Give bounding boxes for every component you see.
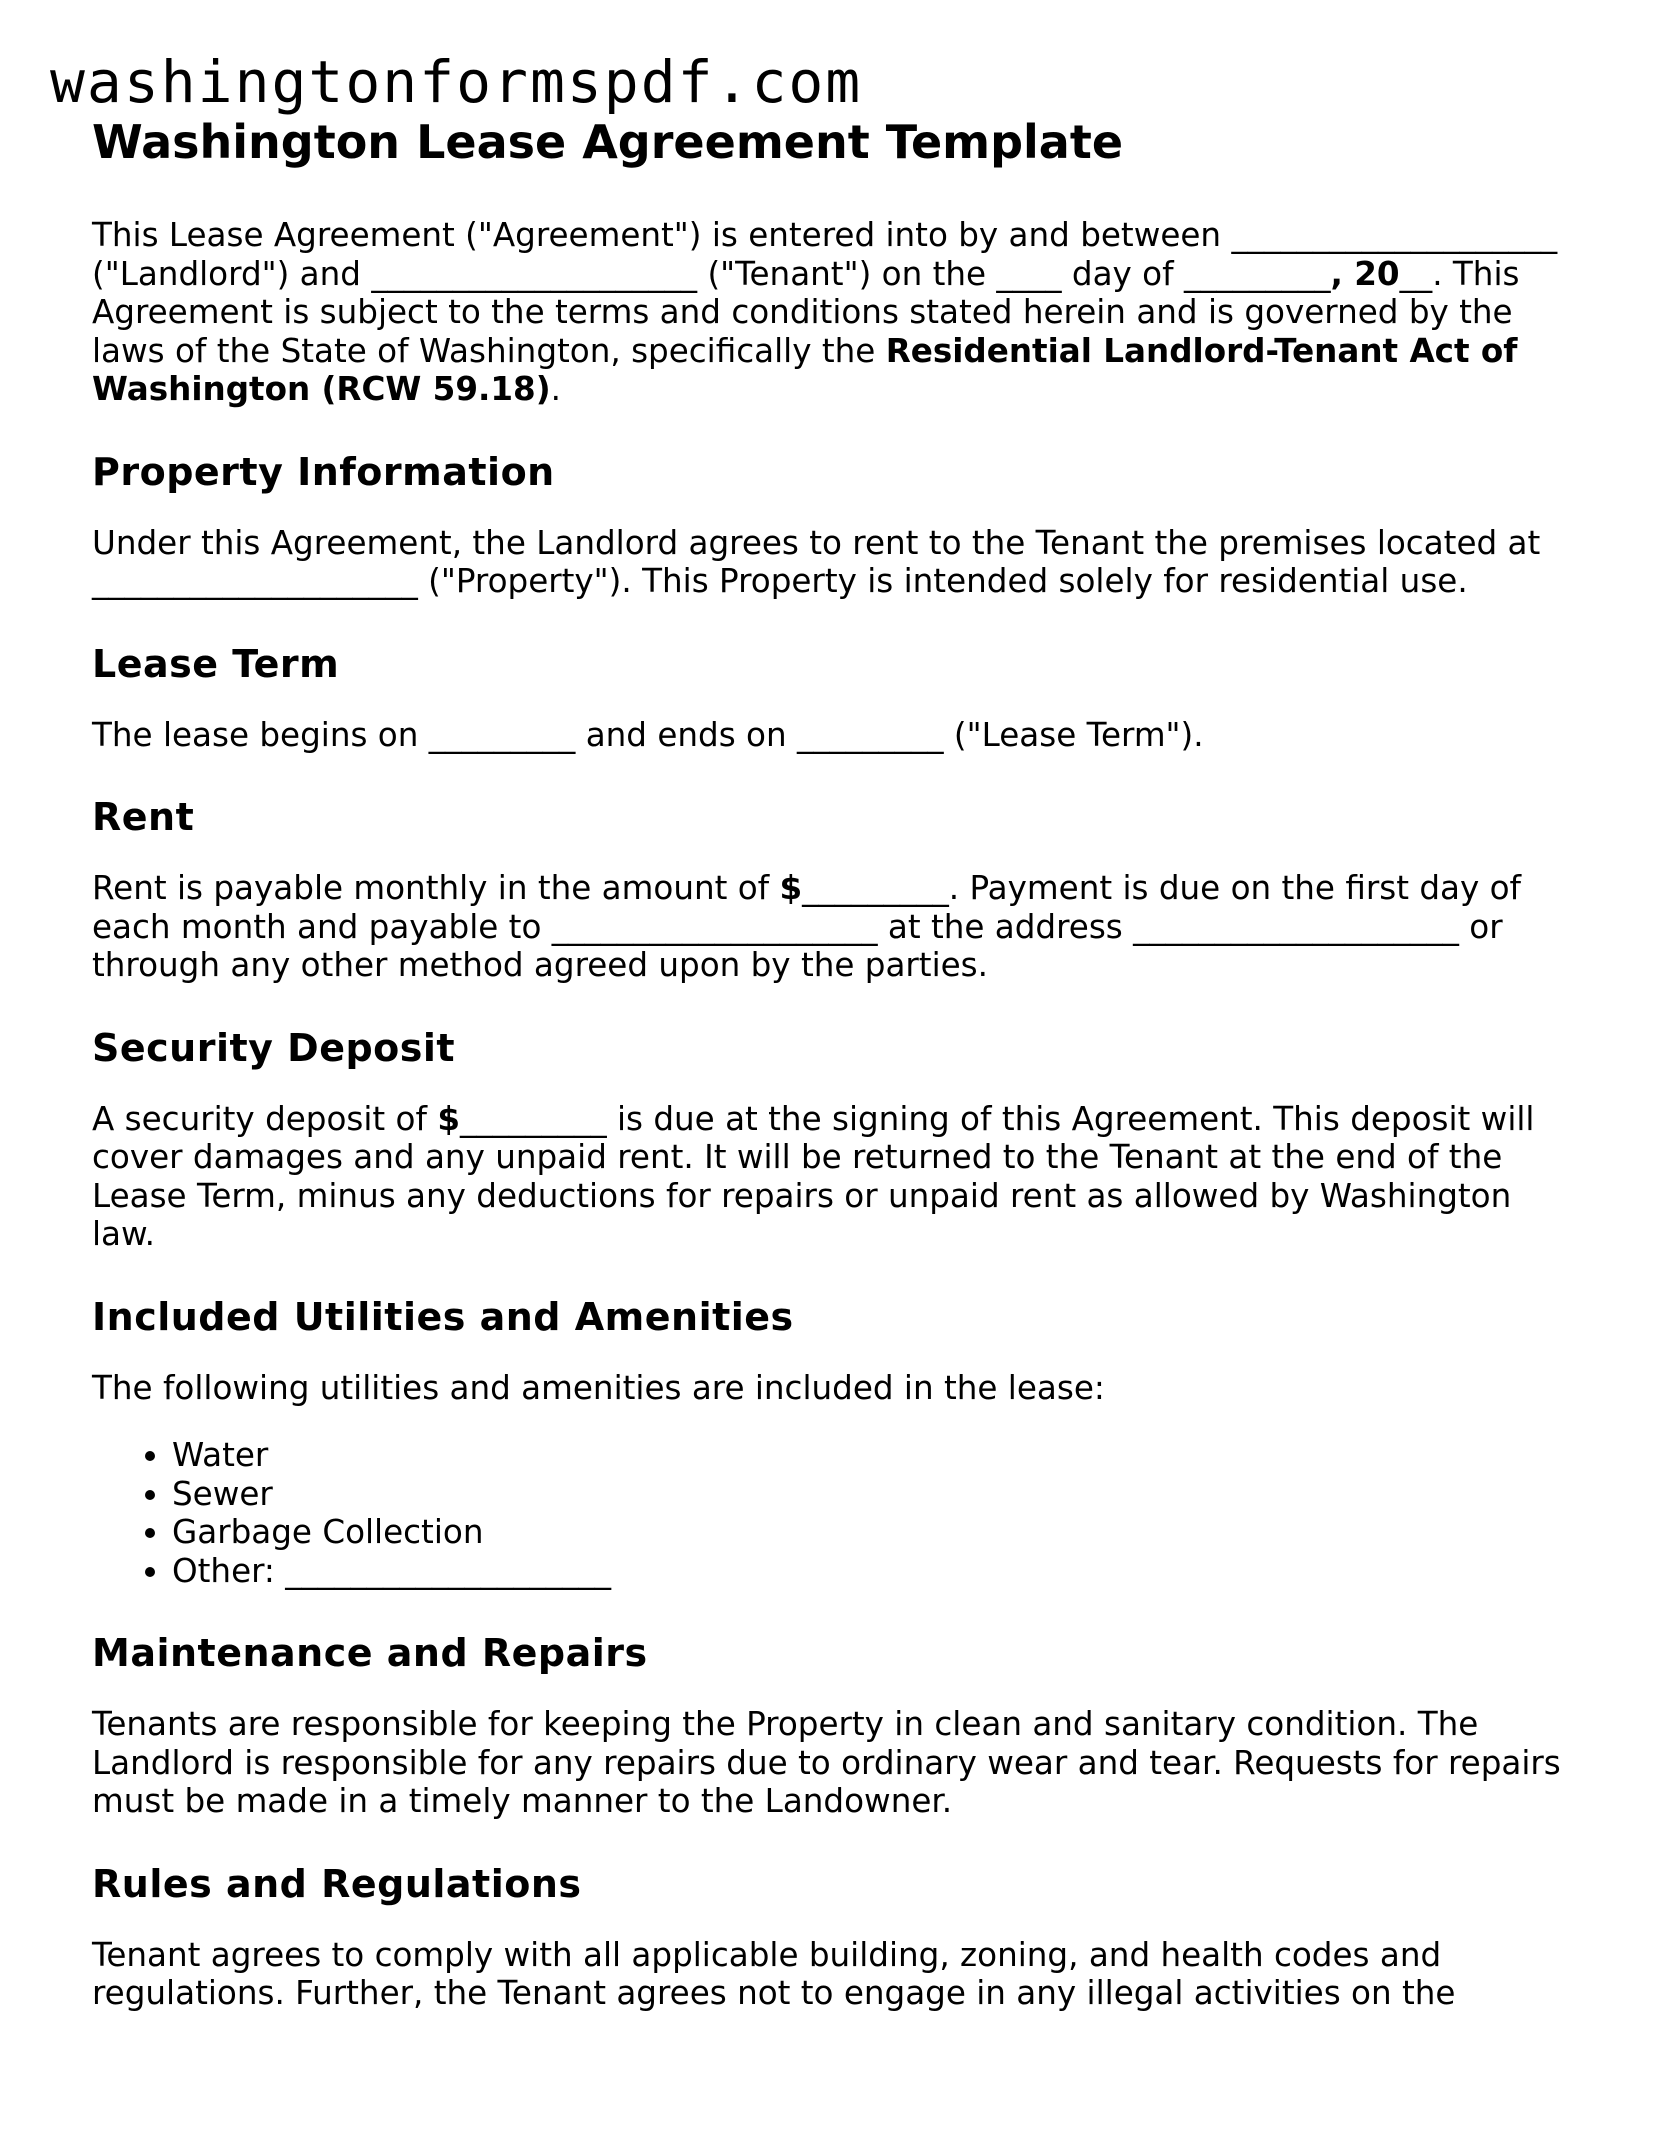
intro-act-bold: Residential Landlord-Tenant Act of Washington (RCW 59.18) — [92, 331, 1518, 408]
rules-paragraph: Tenant agrees to comply with all applicable building, zoning, and health codes and regulations. Further, the Tenant agrees not to engage in any illegal activities on the — [92, 1935, 1456, 2012]
maintenance-heading: Maintenance and Repairs — [92, 1631, 648, 1675]
maintenance-paragraph: Tenants are responsible for keeping the Property in clean and sanitary condition. The Landlord is responsible for any repairs due to ordinary wear and tear. Requests for repairs must be made in a timely manner to the Landowner. — [92, 1705, 1561, 1820]
intro-year-bold: , 20 — [1330, 254, 1400, 293]
deposit-heading: Security Deposit — [92, 1025, 456, 1070]
rent-text-2: _________. Payment is due on the first day of each month and payable to ____________________ at the address ____________________ or through any other method agreed upon by the parties. — [92, 869, 1522, 984]
intro-text-1: This Lease Agreement ("Agreement") is entered into by and between ____________________ ("Landlord") and ____________________ ("Tenant") on the ____ day of _________ — [92, 216, 1558, 293]
utilities-paragraph: The following utilities and amenities are included in the lease: — [92, 1368, 1105, 1407]
deposit-dollar-bold: $ — [437, 1099, 460, 1138]
deposit-paragraph — [92, 1100, 1572, 1254]
lease-term-paragraph: The lease begins on _________ and ends on _________ ("Lease Term"). — [92, 715, 1204, 754]
rent-dollar-bold: $ — [779, 869, 803, 907]
lease-document — [92, 110, 1572, 2013]
lease-term-heading: Lease Term — [92, 641, 340, 686]
rent-paragraph — [92, 869, 1572, 985]
list-item: • Other: ____________________ — [172, 1552, 1572, 1591]
utilities-heading: Included Utilities and Amenities — [92, 1294, 794, 1339]
rent-heading: Rent — [92, 795, 195, 839]
property-heading: Property Information — [92, 449, 555, 494]
intro-text-2: __. This Agreement is subject to the terms and conditions stated herein and is governed by the laws of the State of Washington, specifically the — [92, 254, 1520, 370]
deposit-text-1: A security deposit of — [92, 1099, 438, 1138]
rules-heading: Rules and Regulations — [92, 1861, 582, 1906]
deposit-text-2: _________ is due at the signing of this Agreement. This deposit will cover damages and any unpaid rent. It will be returned to the Tenant at the end of the Lease Term, minus any deductions for repairs or unpaid rent as allowed by Washington law. — [92, 1099, 1535, 1253]
rent-text-1: Rent is payable monthly in the amount of — [92, 869, 780, 907]
document-title: Washington Lease Agreement Template — [92, 115, 1124, 169]
intro-text-3: . — [550, 370, 561, 408]
intro-paragraph — [92, 216, 1572, 409]
list-item: • Garbage Collection — [172, 1513, 1572, 1552]
list-item: • Water — [172, 1436, 1572, 1475]
list-item: • Sewer — [172, 1475, 1572, 1514]
property-paragraph: Under this Agreement, the Landlord agrees to rent to the Tenant the premises located at ____________________ ("Property"). This Property is intended solely for residential use. — [92, 523, 1541, 600]
site-watermark: washingtonformspdf.com — [50, 48, 863, 116]
utilities-list — [92, 1436, 1572, 1590]
